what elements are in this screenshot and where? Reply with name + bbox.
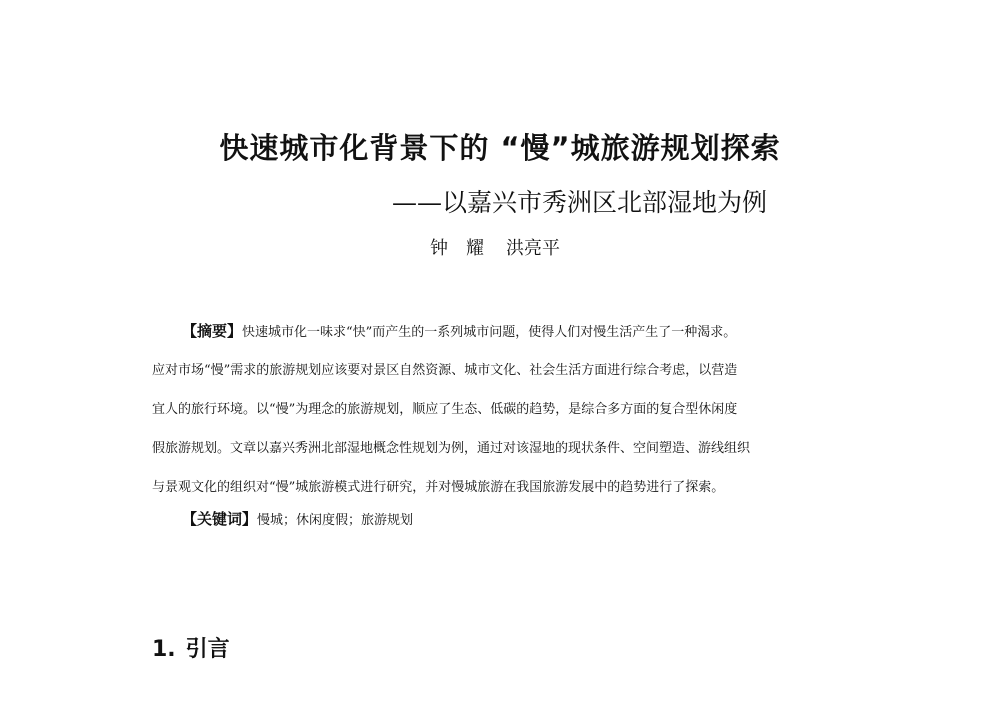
section-heading	[152, 632, 230, 663]
abstract-label: 【摘要】	[182, 322, 243, 340]
abstract-line: 应对市场“慢”需求的旅游规划应该要对景区自然资源、城市文化、社会生活方面进行综合考虑，以营造	[152, 363, 738, 378]
abstract-line: 假旅游规划。文章以嘉兴秀洲北部湿地概念性规划为例，通过对该湿地的现状条件、空间塑造、游线组织	[152, 441, 751, 456]
abstract-block	[152, 312, 852, 507]
paper-title: 快速城市化背景下的 “慢”城旅游规划探索	[219, 131, 781, 165]
author-list	[430, 234, 560, 260]
cutoff-text-line	[230, 706, 840, 714]
section-title: 引言	[185, 637, 230, 662]
abstract-line	[152, 312, 852, 351]
keywords-text: 慢城；休闲度假；旅游规划	[257, 513, 414, 528]
abstract-text: 快速城市化一味求“快”而产生的一系列城市问题，使得人们对慢生活产生了一种渴求。	[242, 325, 737, 340]
paper-subtitle: ——以嘉兴市秀洲区北部湿地为例	[392, 188, 768, 217]
keywords-label: 【关键词】	[182, 510, 258, 528]
section-number: 1.	[152, 637, 176, 662]
abstract-line: 宜人的旅行环境。以“慢”为理念的旅游规划，顺应了生态、低碳的趋势，是综合多方面的复合型休闲度	[152, 402, 738, 417]
abstract-line: 与景观文化的组织对“慢”城旅游模式进行研究，并对慢城旅游在我国旅游发展中的趋势进行了探索。	[152, 480, 725, 495]
keywords-block	[182, 508, 413, 529]
author-name: 洪亮平	[506, 238, 560, 259]
author-name: 钟 耀	[430, 238, 484, 259]
